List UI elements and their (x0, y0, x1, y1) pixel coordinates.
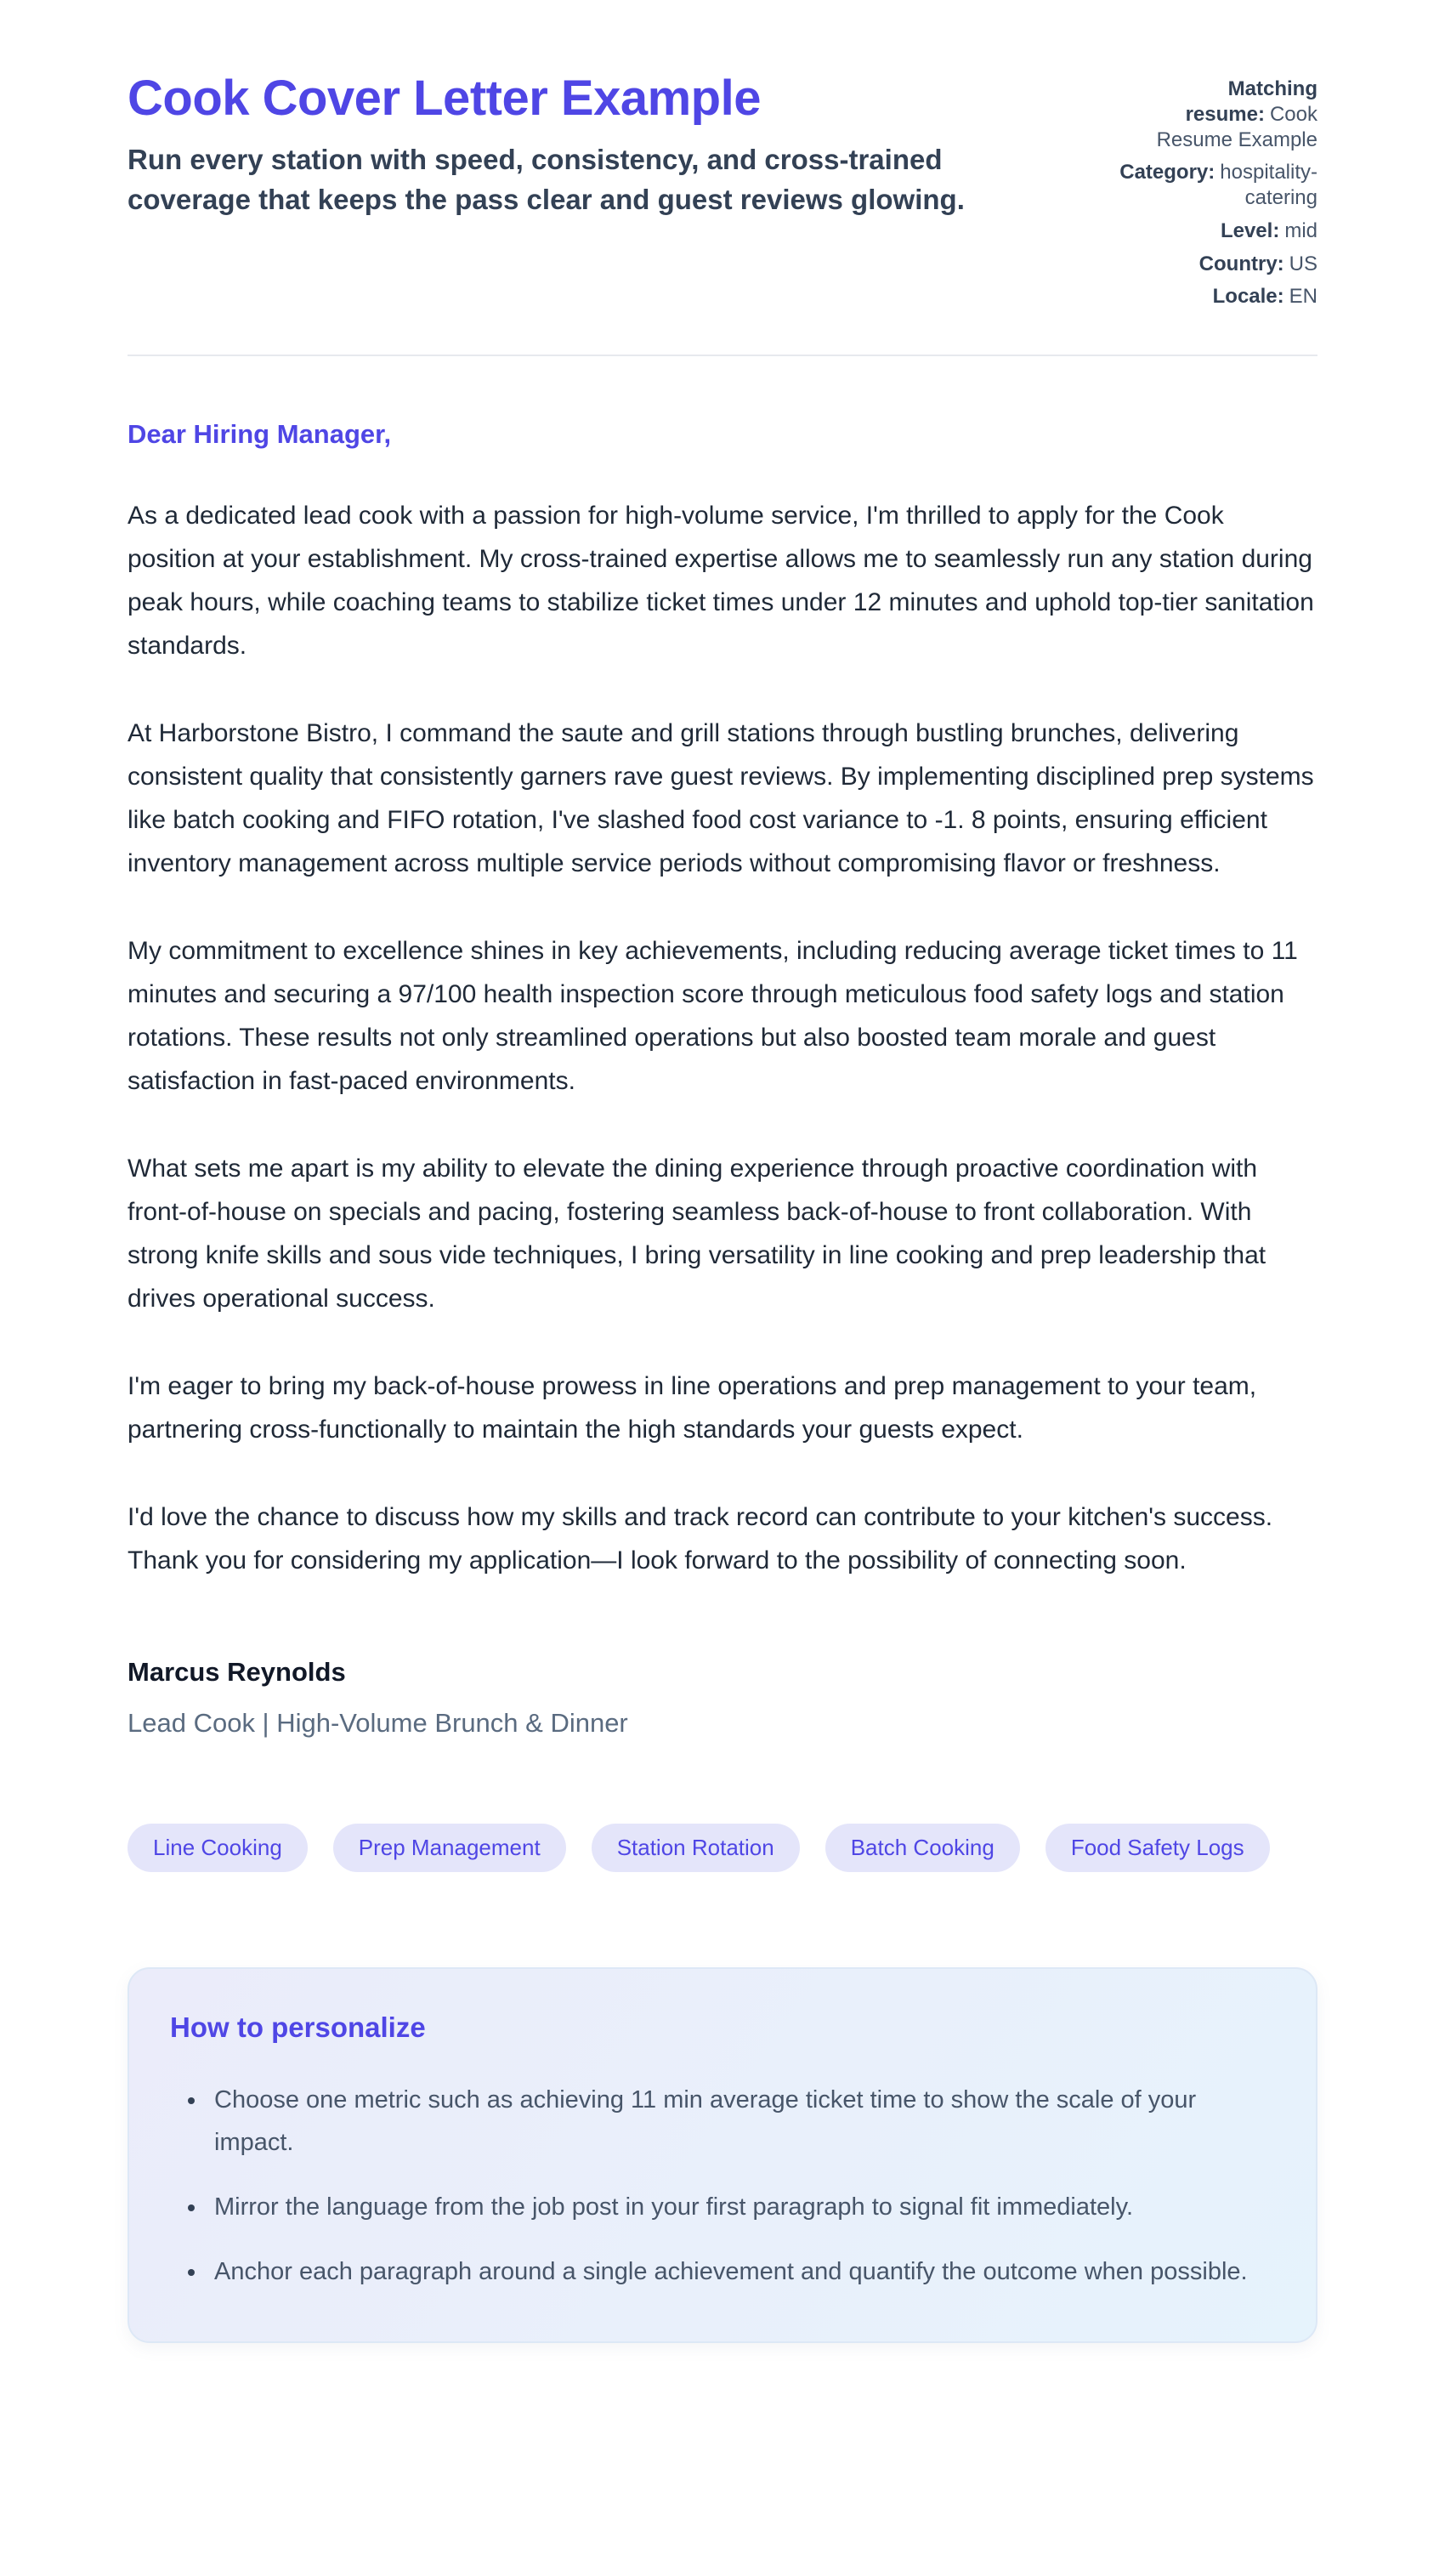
meta-value: Cook Resume Example (1156, 102, 1318, 151)
header (128, 71, 1318, 317)
personalize-tip-1: • Choose one metric such as achieving 11 min average ticket time to show the scale of your impact. (207, 2080, 1275, 2165)
page (128, 0, 1318, 2343)
header-divider (128, 355, 1318, 356)
letter-paragraph-1: As a dedicated lead cook with a passion for high-volume service, I'm thrilled to apply for the Cook position at your establishment. My cross-trained expertise allows me to seamlessly run any station during peak hours, while coaching teams to stabilize ticket times under 12 minutes and uphold top-tier sanitation standards. (128, 502, 1314, 660)
letter-greeting: Dear Hiring Manager, (128, 419, 392, 449)
skill-tags (128, 1824, 1318, 1872)
skill-tag-batch-cooking: Batch Cooking (825, 1824, 1020, 1872)
page-title: Cook Cover Letter Example (128, 71, 761, 126)
signature-name: Marcus Reynolds (128, 1657, 346, 1687)
meta-matching-resume (1115, 77, 1318, 152)
skill-tag-prep-management: Prep Management (333, 1824, 566, 1872)
personalize-heading: How to personalize (170, 2011, 426, 2043)
letter-paragraph-3: My commitment to excellence shines in key achievements, including reducing average ticket times to 11 minutes and securing a 97/100 health inspection score through meticulous food safety logs and station rotations. These results not only streamlined operations but also boosted team morale and guest satisfaction in fast-paced environments. (128, 937, 1298, 1095)
personalize-box (128, 1967, 1318, 2343)
skill-tag-line-cooking: Line Cooking (128, 1824, 308, 1872)
meta-value: EN (1289, 285, 1318, 309)
letter-paragraph-2: At Harborstone Bistro, I command the saute and grill stations through bustling brunches, delivering consistent quality that consistently garners rave guest reviews. By implementing disciplined prep systems like batch cooking and FIFO rotation, I've slashed food cost variance to -1. 8 points, ensuring efficient inventory management across multiple service periods without compromising flavor or freshness. (128, 719, 1314, 877)
cover-letter-body (128, 419, 1318, 1739)
personalize-tip-2: • Mirror the language from the job post in your first paragraph to signal fit immediately. (207, 2187, 1275, 2229)
meta-value: US (1289, 252, 1318, 275)
meta-label: Locale: (1212, 285, 1284, 309)
header-main (128, 71, 1080, 220)
letter-paragraph-4: What sets me apart is my ability to elevate the dining experience through proactive coordination with front-of-house on specials and pacing, fostering seamless back-of-house to front collaboration. With strong knife skills and sous vide techniques, I bring versatility in line cooking and prep leadership that drives operational success. (128, 1155, 1266, 1313)
meta-panel (1115, 71, 1318, 317)
signature-role: Lead Cook | High-Volume Brunch & Dinner (128, 1708, 628, 1738)
meta-label: Matching resume: (1185, 77, 1318, 126)
meta-label: Level: (1220, 218, 1280, 242)
meta-country (1115, 252, 1318, 277)
meta-value: mid (1284, 218, 1318, 242)
skill-tag-station-rotation: Station Rotation (592, 1824, 800, 1872)
personalize-tips (170, 2080, 1275, 2294)
meta-category (1115, 160, 1318, 211)
meta-level (1115, 218, 1318, 244)
meta-label: Category: (1119, 161, 1216, 184)
meta-value: hospitality-catering (1220, 161, 1318, 209)
meta-locale (1115, 284, 1318, 309)
page-subtitle: Run every station with speed, consistency, and cross-trained coverage that keeps the pass clear and guest reviews glowing. (128, 143, 965, 215)
personalize-tip-3: • Anchor each paragraph around a single achievement and quantify the outcome when possible. (207, 2251, 1275, 2294)
letter-paragraph-6: I'd love the chance to discuss how my skills and track record can contribute to your kitchen's success. Thank you for considering my application—I look forward to the possibility of connecting soon. (128, 1503, 1273, 1575)
skill-tag-food-safety-logs: Food Safety Logs (1046, 1824, 1270, 1872)
letter-paragraph-5: I'm eager to bring my back-of-house prowess in line operations and prep management to your team, partnering cross-functionally to maintain the high standards your guests expect. (128, 1372, 1257, 1444)
meta-label: Country: (1198, 252, 1284, 275)
